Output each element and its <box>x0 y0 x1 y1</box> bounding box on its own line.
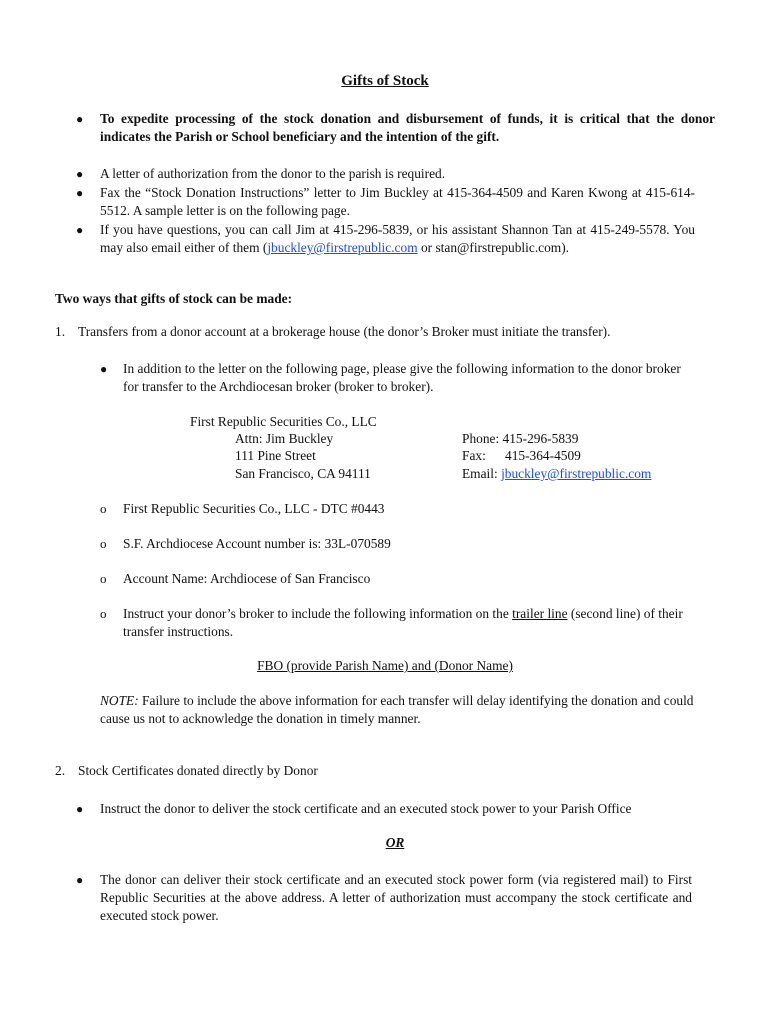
registered-mail-option: The donor can deliver their stock certificate and an executed stock power form (via registered mail) to First Republic Securities at the above address. A letter of authorization must accompany the stock certificate and executed stock power. <box>100 872 692 923</box>
address-street: 111 Pine Street <box>235 448 316 463</box>
questions-text: If you have questions, you can call Jim at 415-296-5839, or his assistant Shannon Tan at 415-249-5578. You may also email either of them ( <box>100 222 695 255</box>
broker-info-instruction: In addition to the letter on the following page, please give the following information to the donor broker for transfer to the Archdiocesan broker (broker to broker). <box>123 361 681 394</box>
or-separator: OR <box>385 835 405 850</box>
dtc-number: First Republic Securities Co., LLC - DTC #0443 <box>123 501 385 516</box>
bullet-icon: ● <box>76 802 84 816</box>
trailer-line-term: trailer line <box>512 606 568 621</box>
instruct-text: Instruct your donor’s broker to include the following information on the <box>123 606 513 621</box>
account-number: S.F. Archdiocese Account number is: 33L-070589 <box>123 536 391 551</box>
bullet-icon: ● <box>76 186 84 200</box>
page-title: Gifts of Stock <box>341 73 429 89</box>
bullet-icon: ● <box>76 223 84 237</box>
account-name: Account Name: Archdiocese of San Francisco <box>123 571 371 586</box>
address-city: San Francisco, CA 94111 <box>235 466 371 481</box>
bullet-icon: ● <box>76 873 84 887</box>
authorization-note: A letter of authorization from the donor to the parish is required. <box>100 166 446 181</box>
instruct-text-end: (second line) of their transfer instructions. <box>123 606 683 639</box>
bullet-icon: ● <box>100 362 108 376</box>
bullet-icon: ● <box>76 167 84 181</box>
contact-phone: Phone: 415-296-5839 <box>462 431 579 446</box>
circle-bullet-icon: o <box>100 501 107 516</box>
parish-delivery-option: Instruct the donor to deliver the stock certificate and an executed stock power to your Parish Office <box>100 801 632 816</box>
fbo-line: FBO (provide Parish Name) and (Donor Name) <box>257 658 513 673</box>
fax-instructions: Fax the “Stock Donation Instructions” letter to Jim Buckley at 415-364-4509 and Karen Kwong at 415-614-5512. A sample letter is on the following page. <box>100 185 695 218</box>
circle-bullet-icon: o <box>100 571 107 586</box>
section-1-number: 1. <box>55 324 66 339</box>
address-attn: Attn: Jim Buckley <box>235 431 334 446</box>
contact-fax-number: 415-364-4509 <box>505 448 581 463</box>
circle-bullet-icon: o <box>100 536 107 551</box>
circle-bullet-icon: o <box>100 606 107 621</box>
intro-instruction: To expedite processing of the stock donation and disbursement of funds, it is critical that the donor indicates the Parish or School beneficiary and the intention of the gift. <box>100 111 715 144</box>
questions-contact <box>100 221 695 257</box>
contact-email-label: Email: <box>462 466 498 481</box>
ways-heading: Two ways that gifts of stock can be made: <box>55 291 293 306</box>
section-2-number: 2. <box>55 763 66 778</box>
section-1-heading: Transfers from a donor account at a brokerage house (the donor’s Broker must initiate the transfer). <box>78 324 611 339</box>
address-company: First Republic Securities Co., LLC <box>190 414 377 429</box>
transfer-note <box>100 692 720 728</box>
contact-email-link[interactable]: jbuckley@firstrepublic.com <box>501 466 652 481</box>
bullet-icon: ● <box>76 112 84 126</box>
contact-fax-label: Fax: <box>462 448 486 463</box>
contact-email <box>462 465 651 483</box>
section-2-heading: Stock Certificates donated directly by Donor <box>78 763 318 778</box>
note-text: Failure to include the above information for each transfer will delay identifying the donation and could cause us not to acknowledge the donation in timely manner. <box>100 693 694 726</box>
note-label: NOTE: <box>100 693 139 708</box>
trailer-line-instruction <box>123 605 713 641</box>
questions-text-end: or stan@firstrepublic.com). <box>417 240 570 255</box>
jbuckley-email-link[interactable]: jbuckley@firstrepublic.com <box>267 240 418 255</box>
